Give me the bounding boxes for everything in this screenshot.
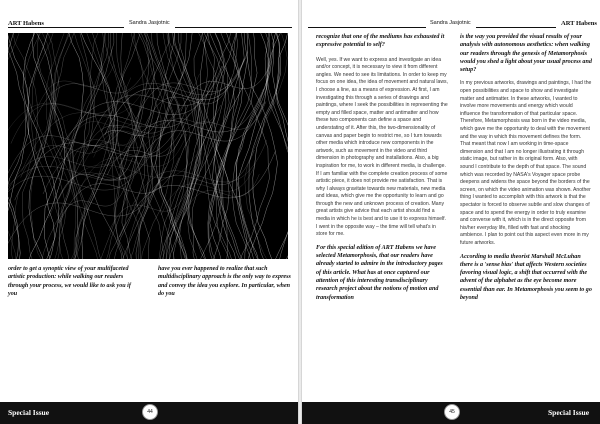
- page-number: 44: [142, 404, 158, 420]
- artwork-stroke: [31, 33, 60, 259]
- artwork-stroke: [165, 33, 199, 259]
- artwork-stroke: [244, 33, 278, 259]
- left-page-column-2: [158, 265, 292, 298]
- artwork-stroke: [245, 33, 288, 259]
- artwork-stroke: [110, 33, 145, 259]
- artwork-stroke: [151, 33, 187, 259]
- artwork-stroke: [134, 33, 170, 259]
- artwork-stroke: [136, 59, 244, 119]
- right-page-column-1: [316, 33, 448, 302]
- right-page-column-2: [460, 33, 592, 302]
- footer-issue-label: Special Issue: [8, 408, 50, 417]
- artwork-stroke: [159, 105, 221, 139]
- artwork-stroke: [61, 33, 94, 259]
- metamorphosis-artwork: [8, 33, 288, 259]
- header-magazine-title: ART Habens: [8, 20, 44, 27]
- interview-answer: Well, yes. If we want to express and investigate an idea and/or concept, it is necessary to view it from different angles. We need to see its limitations. In order to keep my focus on one idea, the idea of movement and natural laws, I choose a line, as a means of expression. At first, I am investigating this through a series of drawings and paintings, where I seek the possibilities in representing the empty and filled space, matter and antimatter and how these two components can define a space and understating of it. After this, the two-dimensionality of canvas and paper begin to restrict me, so I turn towards other media which introduce new components in the artwork, such as movement in the video and third dimension in photography and installations. Also, a big inspiration for me, to work in different media, is challenge. If I am familiar with the complete creation process of some artistic piece, it does not provide me satisfaction. That is why I always gravitate towards new materials, new media and ideas, which give me the opportunity to learn and go through the new and unknown process of creation. Many great artists give advice that each artist should find a media in which he is best and to use it to express himself. I went in the opposite way – the time will tell what's in store for me.: [316, 56, 448, 238]
- artwork-stroke: [29, 33, 54, 259]
- artwork-stroke: [277, 33, 288, 259]
- artwork-stroke: [8, 127, 164, 226]
- artwork-stroke: [73, 33, 109, 259]
- artwork-stroke: [210, 33, 243, 259]
- interview-question: For this special edition of ART Habens we have selected Metamorphosis, that our readers have already started to admire in the introductory pages of this article. What has at once captured our attention of this interesting transdisciplinary research project about the notions of motion and transformation: [316, 244, 443, 301]
- artwork-stroke: [151, 33, 181, 259]
- interview-question: is the way you provided the visual results of your analysis with autonomous aesthetics: when walking our readers through the genesis of Metamorphosis would you shed a light about your usual process and setup?: [460, 34, 592, 74]
- interview-question: recognize that one of the mediums has exhausted it expressive potential to self?: [316, 34, 445, 49]
- artwork-stroke: [8, 167, 165, 257]
- artwork-stroke: [213, 33, 247, 259]
- interview-question: have you ever happened to realize that such multidisciplinary approach is the only way to express and convey the idea you explore. In particular, when do you: [158, 266, 291, 297]
- artwork-image: [8, 33, 288, 259]
- artwork-stroke: [267, 33, 288, 259]
- artwork-stroke: [21, 125, 117, 178]
- artwork-stroke: [114, 33, 143, 259]
- interview-question: order to get a synoptic view of your multifaceted artistic production: while walking our readers through your process, we would like to ask you if you: [8, 266, 131, 297]
- artwork-stroke: [8, 33, 26, 259]
- artwork-stroke: [78, 134, 187, 194]
- header-magazine-title: ART Habens: [561, 20, 597, 27]
- spread-gutter: [298, 0, 302, 424]
- footer-issue-label: Special Issue: [548, 408, 590, 417]
- page-number: 45: [444, 404, 460, 420]
- artwork-stroke: [22, 74, 200, 172]
- left-page-column-1: [8, 265, 140, 298]
- artwork-stroke: [116, 33, 149, 259]
- header-author-name: Sandra Jasjotnic: [129, 20, 170, 26]
- artwork-stroke: [265, 33, 288, 259]
- artwork-stroke: [27, 33, 55, 259]
- artwork-stroke: [38, 33, 74, 259]
- interview-answer: In my previous artworks, drawings and paintings, I had the open possibilities and space to show and investigate matter and antimatter. In these artworks, I wanted to involve more movements and energy which would influence the transformation of that particular space. Therefore, Metamorphosis was born in the video media, which gave me the opportunity to deal with the movement and the way in which this movement defines the form. That meant that now I am working in time-space dimension and that I am no longer illustrating it through static image, but rather in its original form. Also, with sound I contribute to the depth of that space. The sound which was recorded by NASA's Voyager space probe deepens and widens the space beyond the borders of the screen, on which the video animation was shown. Another thing I wanted to accomplish with this artwork is that the spectator is forced to observe subtle and slow changes of space and to spend the energy in order to truly examine and converse with it, which is in the direct opposite from his/her everyday life, filled with fast and shocking ambience. I plan to point out this aspect even more in my future artworks.: [460, 80, 592, 246]
- artwork-stroke: [119, 33, 148, 259]
- interview-question: According to media theorist Marshall McLuhan there is a 'sense bias' that affects Western societies favoring visual logic, a shift that occurred with the advent of the alphabet as the eye become more essential than ear. In Metamorphosis you seem to go beyond: [460, 253, 592, 302]
- artwork-stroke: [76, 159, 144, 196]
- artwork-stroke: [272, 33, 289, 259]
- artwork-stroke: [83, 33, 123, 259]
- header-rule: [308, 27, 426, 28]
- right-page: [300, 0, 600, 424]
- artwork-stroke: [50, 33, 76, 259]
- artwork-stroke: [208, 33, 235, 259]
- artwork-stroke: [189, 33, 225, 259]
- artwork-stroke: [101, 33, 127, 259]
- artwork-stroke: [104, 33, 138, 259]
- artwork-stroke: [79, 33, 118, 259]
- artwork-stroke: [156, 33, 190, 259]
- artwork-stroke: [145, 78, 232, 126]
- artwork-stroke: [75, 33, 111, 259]
- header-rule: [175, 27, 292, 28]
- header-rule: [8, 27, 124, 28]
- artwork-stroke: [253, 33, 281, 259]
- header-author-name: Sandra Jasjotnic: [430, 20, 471, 26]
- header-rule: [476, 27, 556, 28]
